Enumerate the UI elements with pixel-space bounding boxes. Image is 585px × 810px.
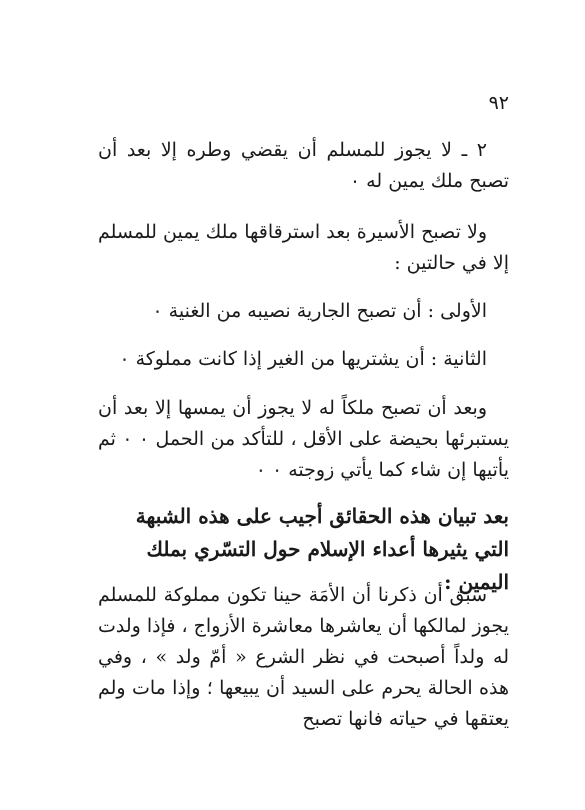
paragraph-two-cases: ولا تصبح الأسيرة بعد استرقاقها ملك يمين للمسلم إلا في حالتين : [98, 221, 509, 274]
section-heading: بعد تبيان هذه الحقائق أجيب على هذه الشبهة التي يثيرها أعداء الإسلام حول التسّري بملك اليمين : [135, 504, 509, 594]
paragraph-closing: سبق أن ذكرنا أن الأمَة حينا تكون مملوكة للمسلم يجوز لمالكها أن يعاشرها معاشرة الأزواج ، فإذا ولدت له ولداً أصبحت في نظر الشرع « أمّ ولد » ، وفي هذه الحالة يحرم على السيد أن يبيعها ؛ وإذا مات ولم يعتقها في حياته فانها تصبح [97, 584, 509, 730]
paragraph-second-case: الثانية : أن يشتريها من الغير إذا كانت مملوكة ٠ [119, 348, 487, 370]
page-number: ٩٢ [488, 92, 509, 114]
paragraph-after-ownership: وبعد أن تصبح ملكاً له لا يجوز أن يمسها إلا بعد أن يستبرئها بحيضة على الأقل ، للتأكد من الحمل ٠ ٠ ثم يأتيها إن شاء كما يأتي زوجته ٠ ٠ [98, 397, 510, 481]
paragraph-condition-two: ٢ ـ لا يجوز للمسلم أن يقضي وطره إلا بعد أن تصبح ملك يمين له ٠ [98, 139, 509, 192]
paragraph-first-case: الأولى : أن تصبح الجارية نصيبه من الغنية ٠ [152, 300, 487, 322]
